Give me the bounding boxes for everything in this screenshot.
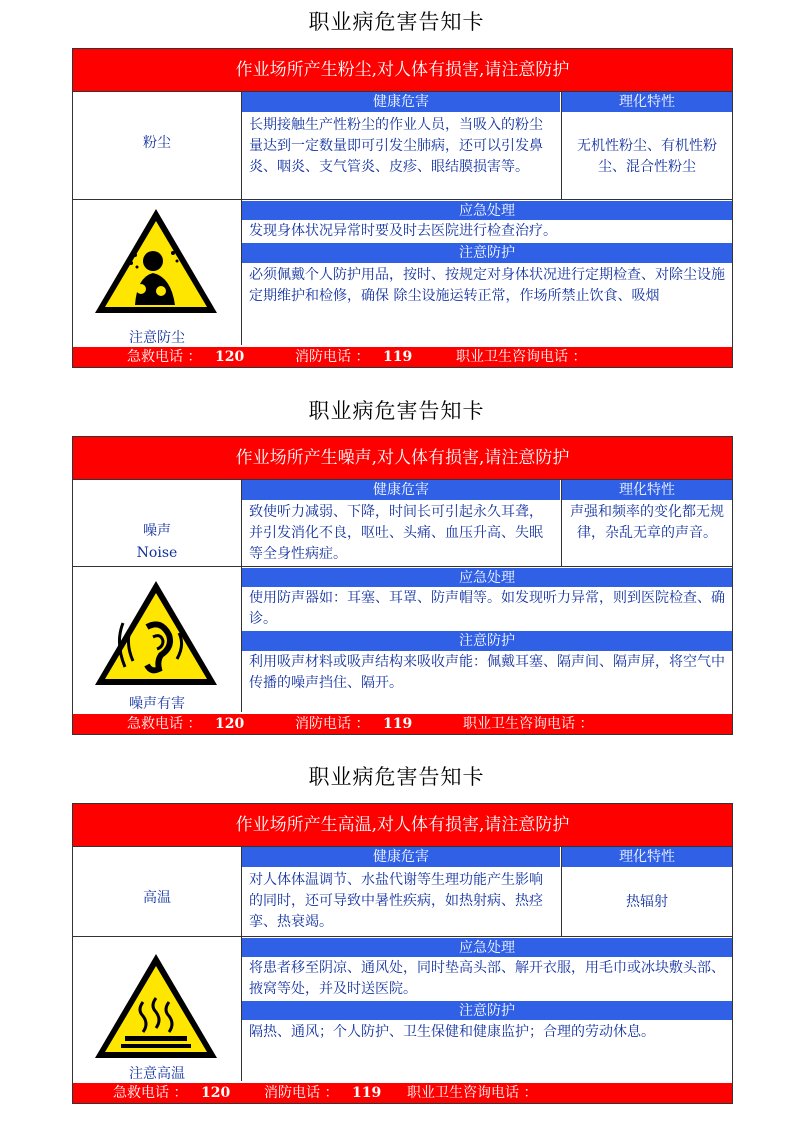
first-aid-label: 急救电话 ： (127, 349, 202, 365)
card-header: 作业场所产生噪声,对人体有损害,请注意防护 (73, 437, 732, 479)
first-aid-number: 120 (201, 1085, 231, 1101)
heat-warning-icon (91, 950, 221, 1062)
sign-label: 噪声有害 (129, 696, 185, 712)
caution-text: 必须佩戴个人防护用品，按时、按规定对身体状况进行定期检查、对除尘设施定期维护和检修，确保 除尘设施运转正常，作场所禁止饮食、吸烟 (249, 267, 725, 304)
property-text: 无机性粉尘、有机性粉尘、混合性粉尘 (577, 138, 717, 175)
hazard-name: 高温 (143, 890, 171, 906)
first-aid-label: 急救电话 ： (113, 1085, 188, 1101)
property-text: 热辐射 (626, 894, 668, 910)
footer-bar (73, 714, 732, 734)
health-hazard-label: 健康危害 (242, 480, 560, 500)
emergency-text: 将患者移至阴凉、通风处，同时垫高头部、解开衣服，用毛巾或冰块敷头部、掖窝等处，并及时送医院。 (249, 960, 725, 997)
card-title: 职业病危害告知卡 (308, 399, 485, 423)
caution-text: 利用吸声材料或吸声结构来吸收声能：佩戴耳塞、隔声间、隔声屏，将空气中传播的噪声挡住、隔开。 (249, 654, 725, 691)
caution-text: 隔热、通风；个人防护、卫生保健和健康监护；合理的劳动休息。 (249, 1024, 655, 1040)
health-hazard-label: 健康危害 (242, 92, 560, 112)
caution-label: 注意防护 (242, 631, 732, 651)
health-hazard-text: 致使听力减弱、下降，时间长可引起永久耳聋，并引发消化不良，呕吐、头痛、血压升高、失眠等全身性病症。 (249, 504, 543, 562)
first-aid-number: 120 (215, 349, 245, 365)
consult-label: 职业卫生咨询电话 ： (456, 349, 587, 365)
card-header: 作业场所产生粉尘,对人体有损害,请注意防护 (73, 49, 732, 91)
sign-label: 注意高温 (129, 1066, 185, 1082)
card-title: 职业病危害告知卡 (308, 765, 485, 789)
emergency-label: 应急处理 (242, 938, 732, 957)
health-hazard-label: 健康危害 (242, 847, 560, 867)
health-hazard-text: 对人体体温调节、水盐代谢等生理功能产生影响的同时，还可导致中暑性疾病，如热射病、热痉挛、热衰竭。 (249, 872, 543, 930)
emergency-label: 应急处理 (242, 201, 732, 220)
hazard-card-dust (72, 48, 733, 368)
health-hazard-text: 长期接触生产性粉尘的作业人员，当吸入的粉尘量达到一定数量即可引发尘肺病，还可以引发鼻炎、咽炎、支气管炎、皮疹、眼结膜损害等。 (249, 117, 543, 175)
fire-label: 消防电话 ： (295, 349, 370, 365)
footer-bar (73, 1083, 732, 1103)
noise-warning-icon (91, 577, 221, 689)
fire-number: 119 (352, 1085, 382, 1101)
fire-number: 119 (383, 716, 413, 732)
fire-label: 消防电话 ： (264, 1085, 339, 1101)
footer-bar (73, 347, 732, 367)
hazard-card-heat (72, 803, 733, 1104)
card-title: 职业病危害告知卡 (308, 10, 485, 34)
property-text: 声强和频率的变化都无规律，杂乱无章的声音。 (570, 504, 724, 541)
emergency-text: 发现身体状况异常时要及时去医院进行检查治疗。 (249, 223, 557, 239)
property-label: 理化特性 (562, 480, 732, 500)
property-label: 理化特性 (562, 92, 732, 112)
fire-number: 119 (383, 349, 413, 365)
caution-label: 注意防护 (242, 1001, 732, 1020)
hazard-name: 粉尘 (143, 135, 171, 151)
dust-warning-icon (91, 205, 221, 317)
card-header: 作业场所产生高温,对人体有损害,请注意防护 (73, 804, 732, 846)
caution-label: 注意防护 (242, 243, 732, 263)
consult-label: 职业卫生咨询电话 ： (463, 716, 594, 732)
first-aid-label: 急救电话 ： (127, 716, 202, 732)
emergency-text: 使用防声器如：耳塞、耳罩、防声帽等。如发现听力异常，则到医院检查、确诊。 (249, 590, 725, 627)
hazard-name-en: Noise (136, 545, 178, 561)
emergency-label: 应急处理 (242, 568, 732, 587)
first-aid-number: 120 (215, 716, 245, 732)
hazard-name: 噪声 (143, 523, 171, 539)
fire-label: 消防电话 ： (295, 716, 370, 732)
sign-label: 注意防尘 (129, 330, 185, 346)
consult-label: 职业卫生咨询电话 ： (407, 1085, 538, 1101)
property-label: 理化特性 (562, 847, 732, 867)
hazard-card-noise (72, 436, 733, 735)
